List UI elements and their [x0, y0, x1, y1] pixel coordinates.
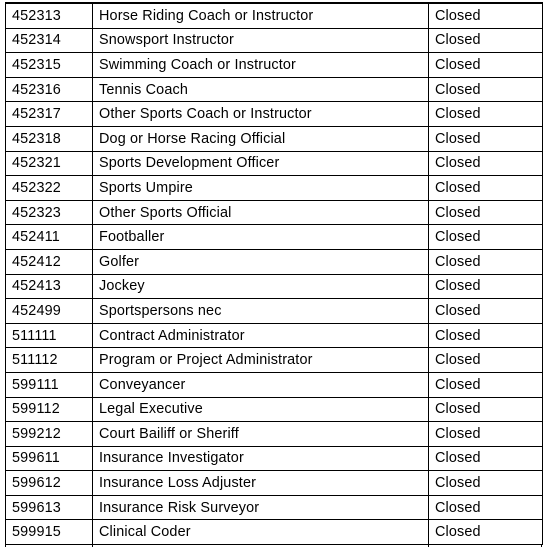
occupation-title-cell: Snowsport Instructor [93, 28, 429, 53]
status-cell: Closed [429, 249, 543, 274]
occupation-title-cell: Swimming Coach or Instructor [93, 53, 429, 78]
table-row [6, 225, 543, 250]
status-cell: Closed [429, 323, 543, 348]
occupation-title-cell: Other Sports Official [93, 200, 429, 225]
occupation-code-cell: 599112 [6, 397, 93, 422]
status-cell: Closed [429, 372, 543, 397]
occupation-title-cell: Conveyancer [93, 372, 429, 397]
table-row [6, 53, 543, 78]
table-row [6, 77, 543, 102]
status-cell: Closed [429, 200, 543, 225]
occupation-title-cell: Legal Executive [93, 397, 429, 422]
table-row [6, 28, 543, 53]
occupation-title-cell: Horse Riding Coach or Instructor [93, 3, 429, 28]
occupation-code-cell: 452499 [6, 299, 93, 324]
occupation-code-cell: 599111 [6, 372, 93, 397]
occupation-title-cell: Program or Project Administrator [93, 348, 429, 373]
status-cell: Closed [429, 446, 543, 471]
status-cell: Closed [429, 495, 543, 520]
occupation-title-cell: Dog or Horse Racing Official [93, 126, 429, 151]
table-row [6, 520, 543, 545]
status-cell: Closed [429, 397, 543, 422]
occupation-title-cell: Court Bailiff or Sheriff [93, 422, 429, 447]
table-row [6, 471, 543, 496]
table-row [6, 348, 543, 373]
table-row [6, 299, 543, 324]
occupation-table-page [5, 2, 542, 545]
occupation-code-cell: 452413 [6, 274, 93, 299]
occupation-code-cell: 511111 [6, 323, 93, 348]
status-cell: Closed [429, 126, 543, 151]
status-cell: Closed [429, 151, 543, 176]
table-row [6, 422, 543, 447]
status-cell: Closed [429, 225, 543, 250]
occupation-title-cell: Tennis Coach [93, 77, 429, 102]
status-cell: Closed [429, 102, 543, 127]
status-cell: Closed [429, 471, 543, 496]
occupation-code-cell: 452321 [6, 151, 93, 176]
occupation-title-cell: Insurance Investigator [93, 446, 429, 471]
table-row [6, 249, 543, 274]
occupation-code-cell: 452323 [6, 200, 93, 225]
table-row [6, 274, 543, 299]
table-row [6, 151, 543, 176]
status-cell: Closed [429, 520, 543, 545]
table-row [6, 372, 543, 397]
occupation-code-cell: 452411 [6, 225, 93, 250]
occupation-code-cell: 599915 [6, 520, 93, 545]
occupation-code-cell: 599212 [6, 422, 93, 447]
table-row [6, 495, 543, 520]
status-cell: Closed [429, 274, 543, 299]
table-row [6, 3, 543, 28]
occupation-code-cell: 599611 [6, 446, 93, 471]
occupation-title-cell: Sports Umpire [93, 176, 429, 201]
occupation-title-cell: Insurance Risk Surveyor [93, 495, 429, 520]
occupation-title-cell: Sports Development Officer [93, 151, 429, 176]
occupation-title-cell: Other Sports Coach or Instructor [93, 102, 429, 127]
status-cell: Closed [429, 422, 543, 447]
occupation-title-cell: Clinical Coder [93, 520, 429, 545]
status-cell: Closed [429, 3, 543, 28]
status-cell: Closed [429, 28, 543, 53]
occupation-title-cell: Sportspersons nec [93, 299, 429, 324]
occupation-table [5, 2, 543, 545]
occupation-code-cell: 452314 [6, 28, 93, 53]
occupation-title-cell: Jockey [93, 274, 429, 299]
occupation-code-cell: 452412 [6, 249, 93, 274]
table-row [6, 102, 543, 127]
occupation-code-cell: 599612 [6, 471, 93, 496]
status-cell: Closed [429, 176, 543, 201]
table-row [6, 126, 543, 151]
occupation-code-cell: 452313 [6, 3, 93, 28]
occupation-code-cell: 511112 [6, 348, 93, 373]
occupation-title-cell: Contract Administrator [93, 323, 429, 348]
table-row [6, 200, 543, 225]
status-cell: Closed [429, 77, 543, 102]
table-row [6, 176, 543, 201]
occupation-code-cell: 599613 [6, 495, 93, 520]
occupation-code-cell: 452317 [6, 102, 93, 127]
occupation-code-cell: 452318 [6, 126, 93, 151]
occupation-title-cell: Insurance Loss Adjuster [93, 471, 429, 496]
status-cell: Closed [429, 348, 543, 373]
status-cell: Closed [429, 299, 543, 324]
status-cell: Closed [429, 53, 543, 78]
occupation-code-cell: 452322 [6, 176, 93, 201]
table-row [6, 323, 543, 348]
table-row [6, 397, 543, 422]
occupation-title-cell: Footballer [93, 225, 429, 250]
occupation-table-body [6, 3, 543, 545]
occupation-code-cell: 452316 [6, 77, 93, 102]
table-row [6, 446, 543, 471]
occupation-code-cell: 452315 [6, 53, 93, 78]
occupation-title-cell: Golfer [93, 249, 429, 274]
